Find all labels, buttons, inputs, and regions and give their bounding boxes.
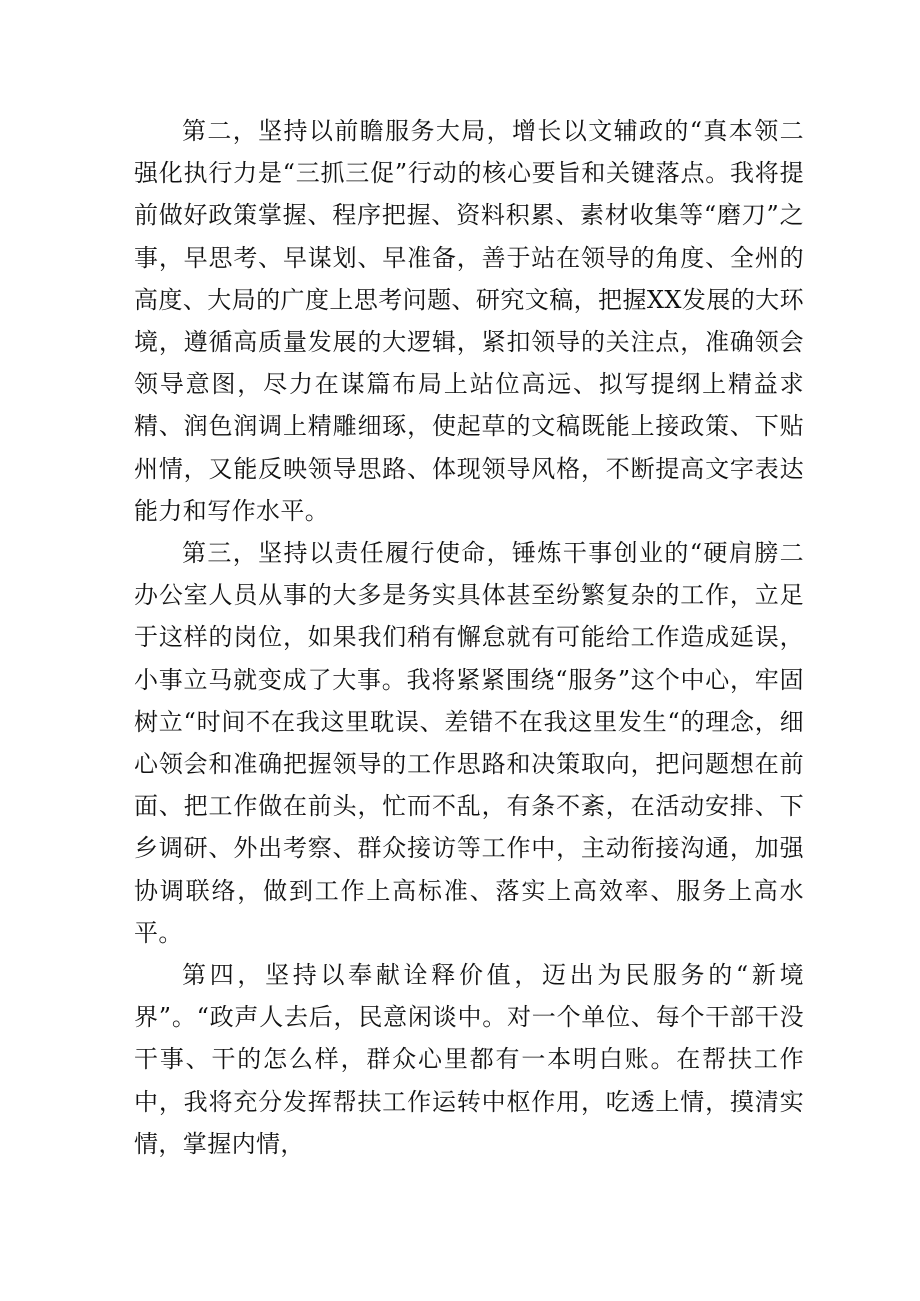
paragraph-4: 第四，坚持以奉献诠释价值，迈出为民服务的“新境界”。“政声人去后，民意闲谈中。对一个单位、每个干部干没干事、干的怎么样，群众心里都有一本明白账。在帮扶工作中，我将充分发挥帮扶工作运转中枢作用，吃透上情，摸清实情，掌握内情， bbox=[134, 961, 804, 1158]
paragraph-2: 第二，坚持以前瞻服务大局，增长以文辅政的“真本领二强化执行力是“三抓三促”行动的核心要旨和关键落点。我将提前做好政策掌握、程序把握、资料积累、素材收集等“磨刀”之事，早思考、早谋划、早准备，善于站在领导的角度、全州的高度、大局的广度上思考问题、研究文稿，把握XX发展的大环境，遵循高质量发展的大逻辑，紧扣领导的关注点，准确领会领导意图，尽力在谋篇布局上站位高远、拟写提纲上精益求精、润色润调上精雕细琢，使起草的文稿既能上接政策、下贴州情，又能反映领导思路、体现领导风格，不断提高文字表达能力和写作水平。 bbox=[134, 117, 804, 525]
document-body bbox=[134, 110, 804, 1165]
paragraph-3: 第三，坚持以责任履行使命，锤炼干事创业的“硬肩膀二办公室人员从事的大多是务实具体甚至纷繁复杂的工作，立足于这样的岗位，如果我们稍有懈怠就有可能给工作造成延误，小事立马就变成了大事。我将紧紧围绕“服务”这个中心，牢固树立“时间不在我这里耽误、差错不在我这里发生“的理念，细心领会和准确把握领导的工作思路和决策取向，把问题想在前面、把工作做在前头，忙而不乱，有条不紊，在活动安排、下乡调研、外出考察、群众接访等工作中，主动衔接沟通，加强协调联络，做到工作上高标准、落实上高效率、服务上高水平。 bbox=[134, 539, 804, 947]
